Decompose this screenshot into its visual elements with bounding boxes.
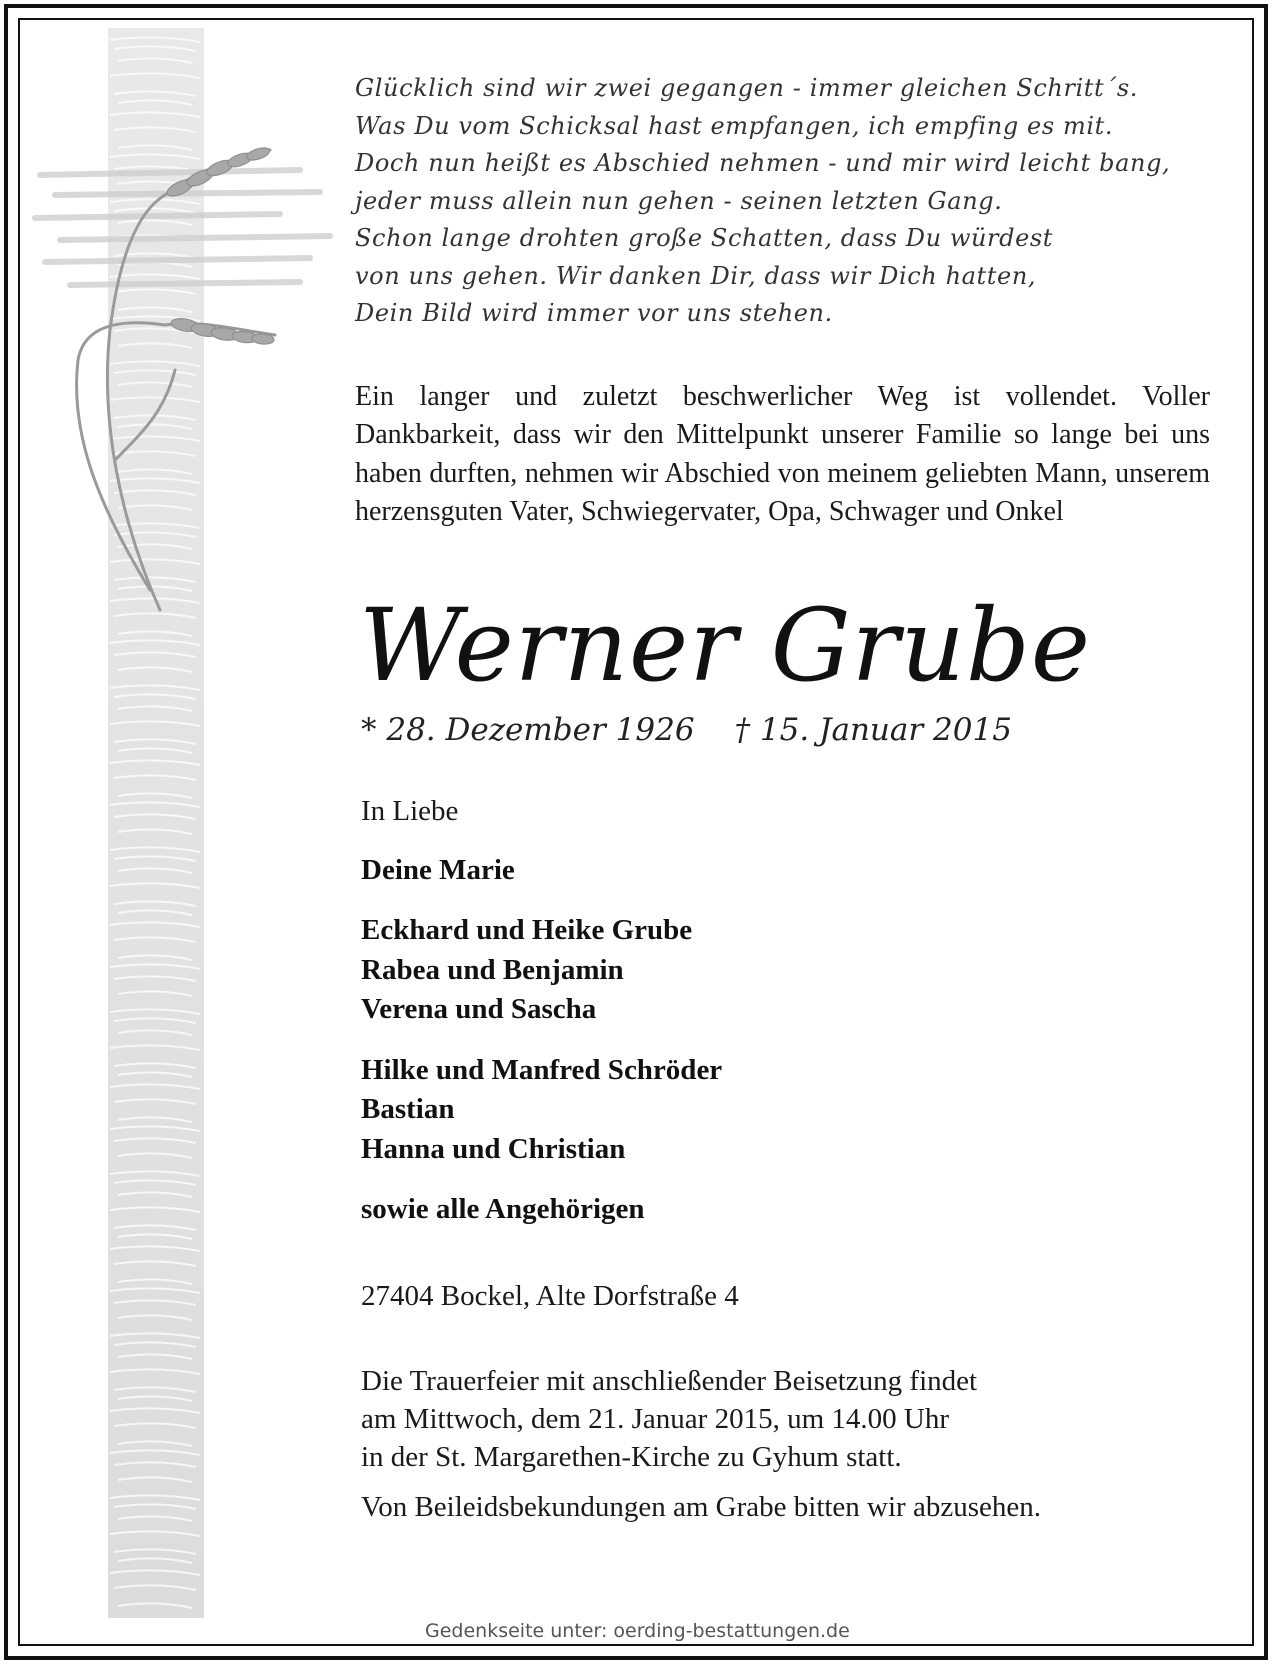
service-line: Die Trauerfeier mit anschließender Beisetzung findet: [361, 1364, 978, 1397]
family-member: Eckhard und Heike Grube: [361, 914, 693, 946]
address: 27404 Bockel, Alte Dorfstraße 4: [361, 1279, 739, 1312]
life-dates: [361, 710, 1210, 750]
family-member: Deine Marie: [361, 853, 515, 886]
poem-line: Was Du vom Schicksal hast empfangen, ich empfing es mit.: [355, 111, 1114, 140]
family-group: [361, 911, 1210, 1030]
wheat-decoration-icon: [0, 0, 360, 1650]
family-list: [361, 851, 1210, 1230]
family-member: Verena und Sascha: [361, 993, 597, 1025]
poem-line: von uns gehen. Wir danken Dir, dass wir Dich hatten,: [355, 261, 1037, 290]
family-member: sowie alle Angehörigen: [361, 1193, 645, 1225]
poem-line: Doch nun heißt es Abschied nehmen - und mir wird leicht bang,: [355, 149, 1171, 177]
service-info: [361, 1362, 1210, 1476]
condolence-text: Von Beileidsbekundungen am Grabe bitten wir abzusehen.: [361, 1490, 1041, 1523]
poem-line: Glücklich sind wir zwei gegangen - immer gleichen Schritt´s.: [355, 74, 1139, 102]
family-member: Rabea und Benjamin: [361, 953, 624, 986]
family-member: Hanna und Christian: [361, 1132, 626, 1165]
poem-line: Dein Bild wird immer vor uns stehen.: [355, 299, 833, 327]
family-member: Hilke und Manfred Schröder: [361, 1053, 723, 1086]
family-group: [361, 1051, 1210, 1170]
poem: [355, 70, 1210, 333]
intro-paragraph: Ein langer und zuletzt beschwerlicher Weg ist vollendet. Voller Dankbarkeit, dass wir den Mittelpunkt unserer Familie so lange bei uns haben durften, nehmen wir Abschied von meinem geliebten Mann, unserem herzensguten Vater, Schwiegervater, Opa, Schwager und Onkel: [355, 380, 1210, 527]
poem-line: jeder muss allein nun gehen - seinen letzten Gang.: [355, 186, 1003, 215]
poem-line: Schon lange drohten große Schatten, dass Du würdest: [355, 224, 1054, 252]
family-group: [361, 1190, 1210, 1230]
condolence-note: [361, 1488, 1210, 1526]
memorial-page-link[interactable]: Gedenkseite unter: oerding-bestattungen.de: [425, 1620, 850, 1642]
family-group: [361, 851, 1210, 891]
obituary-content: [355, 70, 1210, 1526]
service-line: in der St. Margarethen-Kirche zu Gyhum statt.: [361, 1440, 902, 1473]
family-member: Bastian: [361, 1093, 455, 1125]
deceased-name: Werner Grube: [359, 586, 1092, 704]
birth-date: * 28. Dezember 1926: [361, 711, 695, 748]
in-liebe-text: In Liebe: [361, 794, 459, 827]
service-line: am Mittwoch, dem 21. Januar 2015, um 14.00 Uhr: [361, 1402, 949, 1435]
death-date: † 15. Januar 2015: [734, 711, 1012, 748]
